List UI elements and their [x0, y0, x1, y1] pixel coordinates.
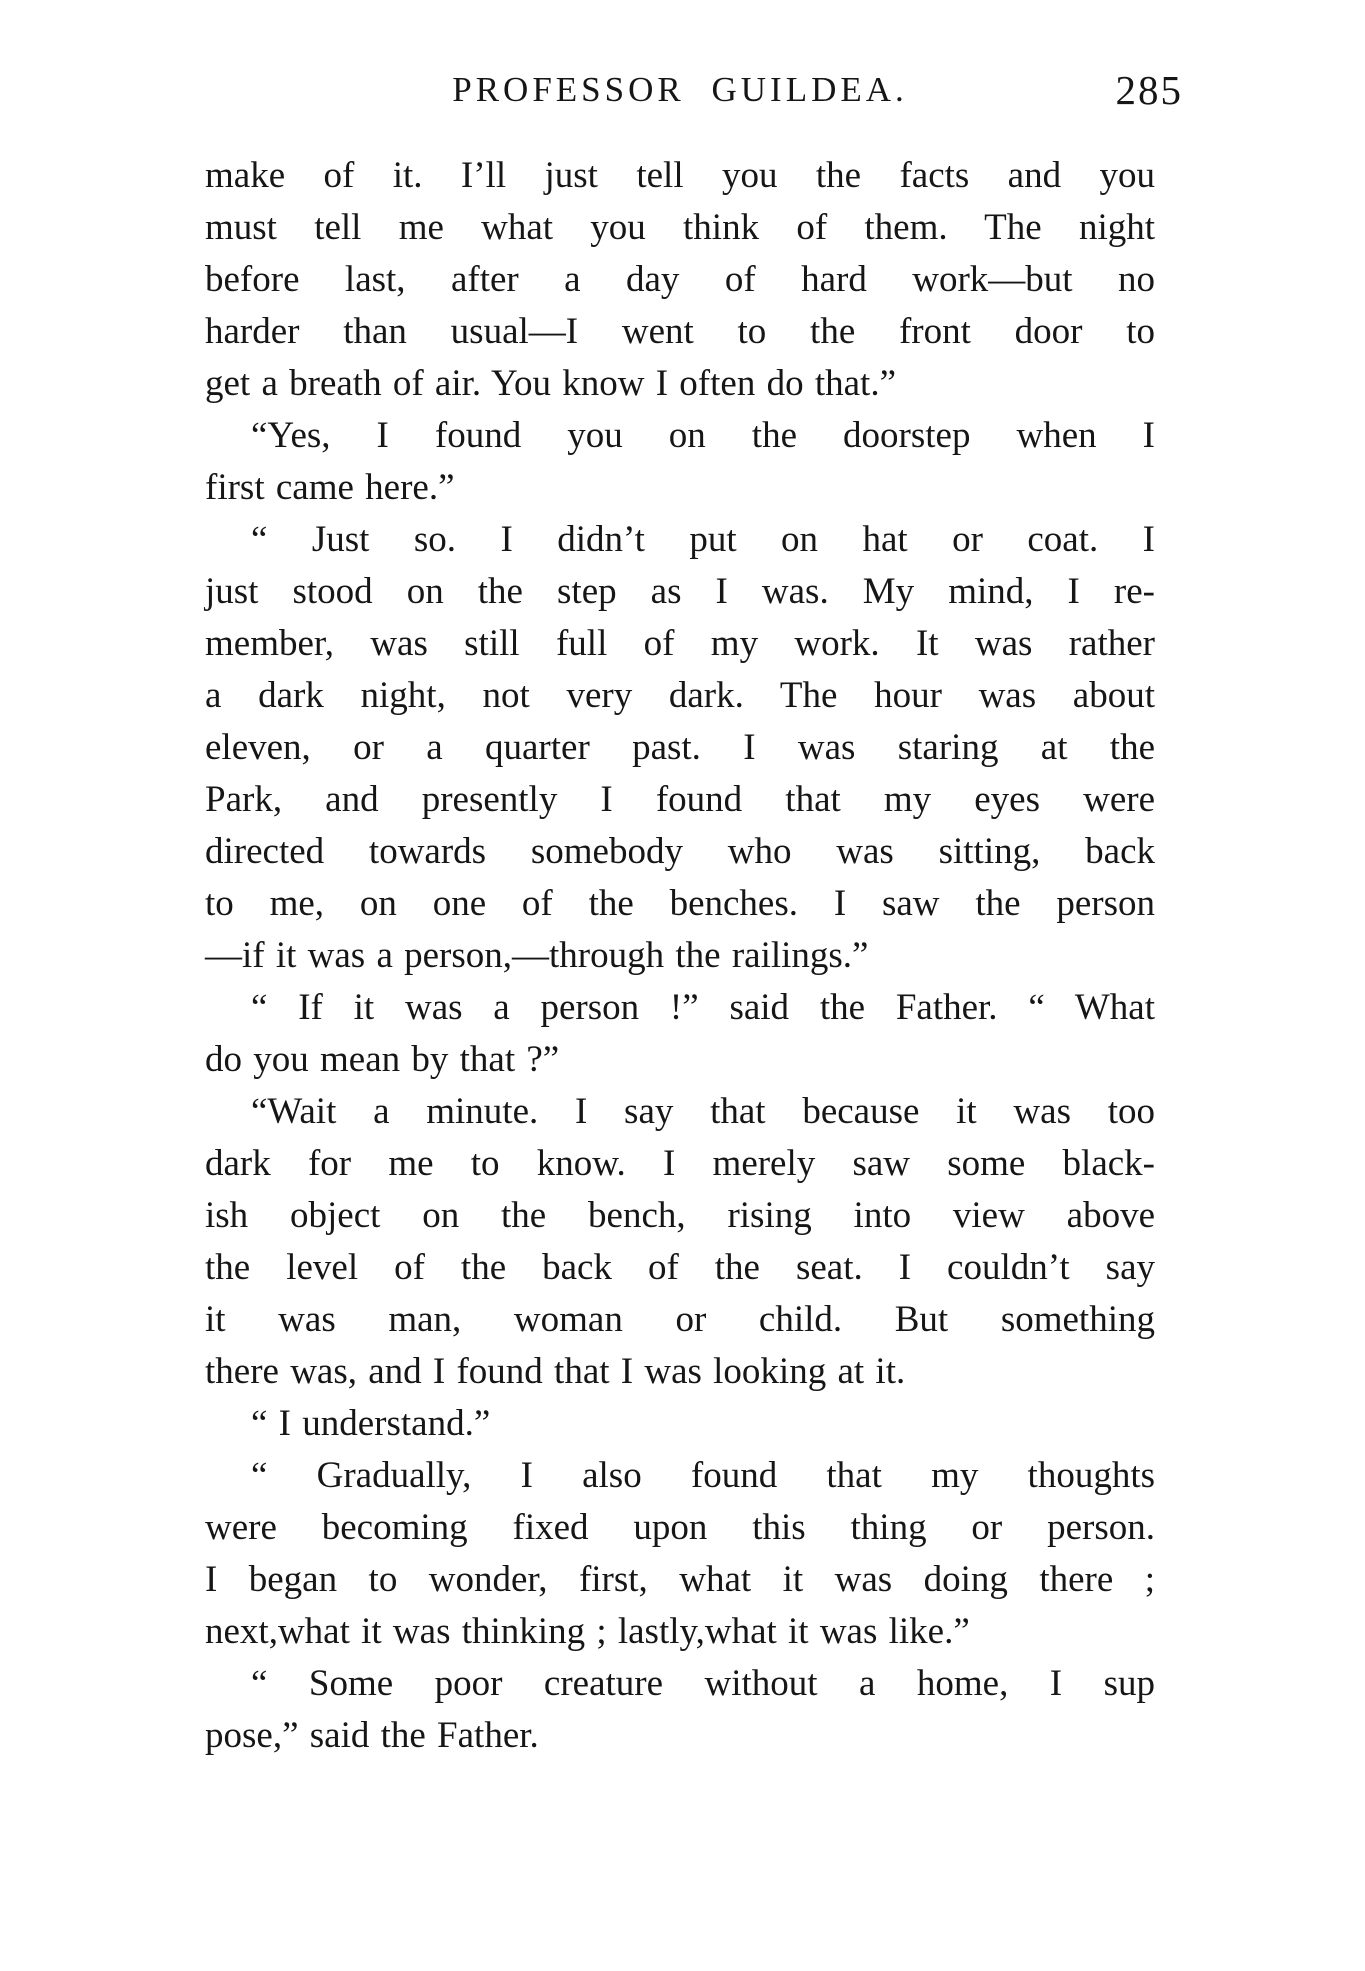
- paragraph: [205, 410, 1155, 514]
- text-line: harder than usual—I went to the front door to: [205, 311, 1155, 352]
- text-line: “ Gradually, I also found that my thoughts: [251, 1455, 1155, 1496]
- text-line: there was, and I found that I was looking at it.: [205, 1351, 906, 1392]
- text-line: first came here.”: [205, 467, 455, 508]
- running-title: PROFESSOR GUILDEA.: [452, 70, 908, 109]
- text-line: I began to wonder, first, what it was doing there ;: [205, 1559, 1155, 1600]
- text-line: “Yes, I found you on the doorstep when I: [251, 415, 1155, 456]
- text-line: the level of the back of the seat. I couldn’t say: [205, 1247, 1155, 1288]
- paragraph: [205, 150, 1155, 410]
- paragraph: [205, 982, 1155, 1086]
- text-line: “ Some poor creature without a home, I sup: [251, 1663, 1155, 1704]
- text-line: a dark night, not very dark. The hour was about: [205, 675, 1155, 716]
- text-line: must tell me what you think of them. The night: [205, 207, 1155, 248]
- text-line: “ Just so. I didn’t put on hat or coat. I: [251, 519, 1155, 560]
- paragraph: [205, 1398, 1155, 1450]
- text-line: next,what it was thinking ; lastly,what it was like.”: [205, 1611, 970, 1652]
- paragraph: [205, 1658, 1155, 1762]
- text-line: “ If it was a person !” said the Father. “ What: [251, 987, 1155, 1028]
- text-column: [205, 150, 1155, 1762]
- text-line: do you mean by that ?”: [205, 1039, 560, 1080]
- paragraph: [205, 1086, 1155, 1398]
- text-line: to me, on one of the benches. I saw the person: [205, 883, 1155, 924]
- text-line: before last, after a day of hard work—but no: [205, 259, 1155, 300]
- page-number: 285: [1115, 67, 1183, 113]
- text-line: were becoming fixed upon this thing or person.: [205, 1507, 1155, 1548]
- text-line: —if it was a person,—through the railings.”: [205, 935, 869, 976]
- text-line: pose,” said the Father.: [205, 1715, 539, 1756]
- text-line: “Wait a minute. I say that because it was too: [251, 1091, 1155, 1132]
- paragraph: [205, 1450, 1155, 1658]
- text-line: get a breath of air. You know I often do that.”: [205, 363, 896, 404]
- text-line: “ I understand.”: [251, 1403, 491, 1444]
- text-line: member, was still full of my work. It was rather: [205, 623, 1155, 664]
- text-line: Park, and presently I found that my eyes were: [205, 779, 1155, 820]
- text-line: ish object on the bench, rising into view above: [205, 1195, 1155, 1236]
- text-line: eleven, or a quarter past. I was staring at the: [205, 727, 1155, 768]
- paragraph: [205, 514, 1155, 982]
- text-line: make of it. I’ll just tell you the facts and you: [205, 155, 1155, 196]
- text-line: just stood on the step as I was. My mind, I re-: [205, 571, 1155, 612]
- page-header: [205, 66, 1183, 114]
- text-line: directed towards somebody who was sitting, back: [205, 831, 1155, 872]
- text-line: it was man, woman or child. But something: [205, 1299, 1155, 1340]
- text-line: dark for me to know. I merely saw some black-: [205, 1143, 1155, 1184]
